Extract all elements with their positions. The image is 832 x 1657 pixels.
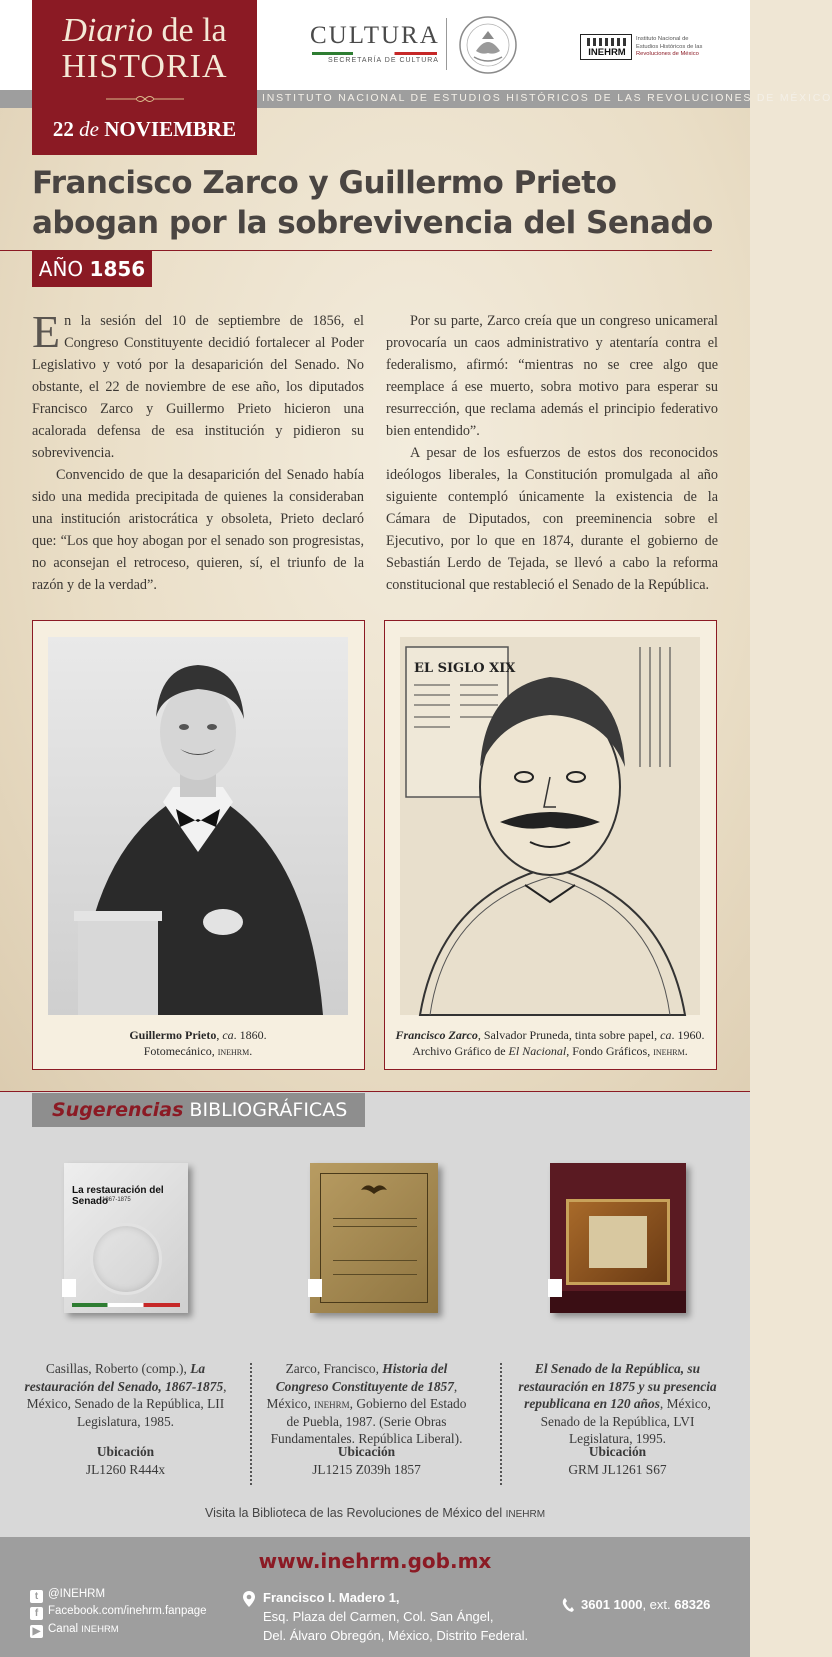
- book-cover-restauracion: [64, 1163, 188, 1313]
- diario-badge: [32, 0, 257, 155]
- francisco-zarco-drawing: [400, 637, 700, 1015]
- library-sticker: [548, 1279, 562, 1297]
- article-column-left: [32, 306, 364, 596]
- location-label: Ubicación: [96, 1444, 155, 1459]
- dotted-divider: [500, 1363, 502, 1485]
- cover-line: [333, 1260, 417, 1261]
- title-line2: abogan por la sobrevivencia del Senado: [32, 205, 713, 241]
- cover-line: [333, 1226, 417, 1227]
- zarco-caption: Francisco Zarco, Salvador Pruneda, tinta sobre papel, ca. 1960. Archivo Gráfico de El Nacional, Fondo Gráficos, inehrm.: [395, 1028, 705, 1058]
- book-reference-1: Casillas, Roberto (comp.), La restauración del Senado, 1867-1875, México, Senado de la República, LII Legislatura, 1985.: [24, 1361, 227, 1429]
- book-reference-3: El Senado de la República, su restauración en 1875 y su presencia republicana en 120 años, México, Senado de la República, LVI Legislatura, 1995.: [518, 1361, 717, 1446]
- twitter-icon: t: [30, 1590, 43, 1603]
- zarco-drawing-frame: [384, 620, 717, 1070]
- prieto-caption: Guillermo Prieto, ca. 1860. Fotomecánico, inehrm.: [129, 1028, 267, 1058]
- library-sticker: [308, 1279, 322, 1297]
- article-column-right: [386, 310, 718, 596]
- inehrm-subtitle: [636, 36, 716, 59]
- address: Francisco I. Madero 1, Esq. Plaza del Carmen, Col. San Ángel, Del. Álvaro Obregón, México, Distrito Federal.: [263, 1590, 529, 1643]
- paragraph: En la sesión del 10 de septiembre de 1856, el Congreso Constituyente decidió fortalecer al Poder Legislativo y votó por la desaparición del Senado. No obstante, el 22 de noviembre de ese año, los diputados Francisco Zarco y Guillermo Prieto hicieron una acalorada defensa de esa institución y pidieron su sobrevivencia.: [32, 306, 364, 461]
- year-badge: AÑO 1856: [32, 251, 152, 287]
- flag-stripe: [72, 1303, 180, 1307]
- secretaria-label: SECRETARÍA DE CULTURA: [328, 57, 439, 64]
- call-number: JL1215 Z039h 1857: [312, 1462, 421, 1477]
- dotted-divider: [250, 1363, 252, 1485]
- paragraph: Por su parte, Zarco creía que un congreso unicameral provocaría un caos administrativo y atentaría contra el federalismo, afirmó: “mientras no se cree algo que reemplace á ese muerto, sobra motivo para esperar su resurrección, que reclama además el principio federativo bien entendido”.: [386, 313, 718, 439]
- cultura-logo: CULTURA: [310, 22, 440, 49]
- inehrm-sub-line3: Revoluciones de México: [636, 51, 699, 57]
- book-cover-years: 1867-1875: [102, 1197, 131, 1203]
- website-link[interactable]: www.inehrm.gob.mx: [258, 1549, 492, 1573]
- library-sticker: [62, 1279, 76, 1297]
- phone-icon: [562, 1598, 574, 1612]
- paragraph: A pesar de los esfuerzos de estos dos reconocidos ideólogos liberales, la Constitución promulgada al año siguiente contempló únicamente la existencia de la Cámara de Diputados, con preeminencia sobre el Ejecutivo, por lo que en 1874, durante el gobierno de Sebastián Lerdo de Tejada, se llevó a cabo la reforma constitucional que restableció el Senado de la República.: [386, 445, 718, 593]
- prieto-photo-frame: [32, 620, 365, 1070]
- cover-line: [333, 1218, 417, 1219]
- ornament-icon: [106, 94, 184, 104]
- inehrm-sub-line2: Estudios Históricos de las: [636, 43, 703, 50]
- newspaper-title: EL SIGLO XIX: [414, 661, 516, 676]
- inehrm-logo-text: INEHRM: [588, 47, 626, 58]
- article-title: [32, 163, 732, 243]
- guillermo-prieto-portrait: [48, 637, 348, 1015]
- eagle-emblem-icon: [359, 1180, 389, 1200]
- book-reference-2: Zarco, Francisco, Historia del Congreso Constituyente de 1857, México, inehrm, Gobierno del Estado de Puebla, 1987. (Serie Obras Fundamentales. República Liberal).: [266, 1361, 467, 1446]
- badge-historia: HISTORIA: [61, 48, 228, 85]
- library-visit-note: Visita la Biblioteca de las Revoluciones de México del INEHRM: [204, 1506, 546, 1520]
- cover-line: [333, 1274, 417, 1275]
- inehrm-sub-line1: Instituto Nacional de: [636, 36, 689, 42]
- plaque-image: [566, 1199, 670, 1285]
- institute-name: INSTITUTO NACIONAL DE ESTUDIOS HISTÓRICOS DE LAS REVOLUCIONES DE MÉXICO: [262, 92, 832, 104]
- cover-band: [550, 1291, 686, 1313]
- bibliography-heading: Sugerencias BIBLIOGRÁFICAS: [32, 1093, 365, 1127]
- twitter-link[interactable]: t @INEHRM: [30, 1588, 105, 1603]
- youtube-icon: ▶: [30, 1625, 43, 1638]
- logo-divider: [446, 18, 447, 70]
- location-label: Ubicación: [588, 1444, 647, 1459]
- book-cover-historia-congreso: [310, 1163, 438, 1313]
- location-label: Ubicación: [337, 1444, 396, 1459]
- embossed-seal-icon: [90, 1223, 162, 1295]
- paragraph: Convencido de que la desaparición del Senado había sido una medida precipitada de quienes la consideraban una institución aristocrática y obsoleta, Prieto declaró que: “Los que hoy abogan por el senado son progresistas, no aconsejan el retroceso, quieren, sí, el triunfo de la razón y de la verdad”.: [32, 467, 364, 593]
- book-cover-border: [320, 1173, 428, 1303]
- call-number: JL1260 R444x: [85, 1462, 166, 1477]
- badge-diario: Diario de la: [62, 12, 227, 49]
- badge-date: 22 de NOVIEMBRE: [52, 117, 237, 141]
- title-line1: Francisco Zarco y Guillermo Prieto: [32, 165, 617, 201]
- mexico-seal-icon: [458, 15, 518, 75]
- book-cover-senado-republica: [550, 1163, 686, 1313]
- youtube-link[interactable]: ▶ Canal INEHRM: [30, 1623, 119, 1638]
- call-number: GRM JL1261 S67: [568, 1462, 667, 1477]
- location-pin-icon: [243, 1591, 255, 1607]
- inehrm-logo: [580, 34, 632, 60]
- book-cover-title: La restauración del Senado: [72, 1185, 164, 1207]
- columns-icon: [587, 38, 627, 46]
- facebook-link[interactable]: f Facebook.com/inehrm.fanpage: [30, 1605, 207, 1620]
- facebook-icon: f: [30, 1607, 43, 1620]
- phone-number: 3601 1000, ext. 68326: [581, 1597, 711, 1612]
- flag-stripe: [312, 52, 437, 55]
